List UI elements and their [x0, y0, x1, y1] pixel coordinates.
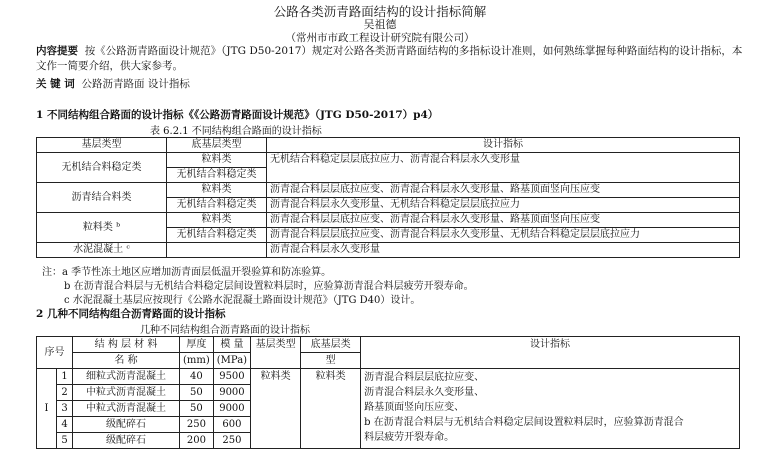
header-base: 基层类型	[37, 138, 167, 153]
row-modulus: 9500	[213, 369, 250, 385]
row-name: 细粒式沥青混凝土	[73, 369, 180, 385]
base-type: 粒料类	[251, 369, 301, 449]
header-subbase-2: 型	[301, 353, 361, 369]
base-cell: 沥青结合料类	[37, 183, 167, 213]
row-no: 5	[57, 433, 73, 449]
subbase-cell	[167, 243, 267, 258]
table-design-indexes	[36, 137, 740, 258]
header-modulus-unit: (MPa)	[213, 353, 250, 369]
table-row	[37, 213, 740, 228]
row-name: 级配碎石	[73, 433, 180, 449]
table-header-row	[37, 138, 740, 153]
index-cell: 沥青混合料层永久变形量	[267, 243, 740, 258]
table-1-caption: 表 6.2.1 不同结构组合路面的设计指标	[150, 126, 322, 137]
index-cell: 沥青混合料层层底拉应变、沥青混合料层永久变形量、无机结合料稳定层层底拉应力	[267, 228, 740, 243]
row-modulus: 250	[213, 433, 250, 449]
section-1-title: 1 不同结构组合路面的设计指标《《公路沥青路面设计规范》（JTG D50-2017）p4）	[36, 109, 439, 121]
index-cell: 沥青混合料层层底拉应变、沥青混合料层永久变形量、路基顶面竖向压应变	[267, 213, 740, 228]
paper-title: 公路各类沥青路面结构的设计指标简解	[273, 4, 487, 19]
table-row	[37, 369, 740, 385]
section-1-heading	[36, 107, 438, 122]
table-2-caption: 几种不同结构组合沥青路面的设计指标	[140, 325, 310, 336]
header-material: 结 构 层 材 料	[73, 337, 180, 353]
row-thickness: 200	[180, 433, 214, 449]
group-label: Ⅰ	[37, 369, 57, 449]
keywords-label: 关 键 词	[36, 78, 75, 90]
section-2-title: 2 几种不同结构组合沥青路面的设计指标	[36, 308, 226, 320]
section-2-heading	[36, 306, 225, 321]
table-row	[37, 153, 740, 168]
row-name: 中粒式沥青混凝土	[73, 385, 180, 401]
index-line: 沥青混合料层层底拉应变、	[364, 372, 485, 383]
author: 吴祖德	[363, 18, 397, 31]
abstract-label: 内容提要	[36, 45, 78, 57]
row-thickness: 40	[180, 369, 214, 385]
index-cell: 沥青混合料层永久变形量、无机结合料稳定层层底拉应力	[267, 198, 740, 213]
row-thickness: 250	[180, 417, 214, 433]
keywords	[36, 76, 190, 91]
index-line: 料层疲劳开裂寿命。	[364, 432, 455, 443]
subbase-cell: 粒料类	[167, 213, 267, 228]
header-subbase: 底基层类	[301, 337, 361, 353]
table-row	[37, 243, 740, 258]
row-modulus: 600	[213, 417, 250, 433]
index-line: b 在沥青混合料层与无机结合料稳定层间设置粒料层时，应验算沥青混合	[364, 417, 684, 428]
subbase-cell: 无机结合料稳定类	[167, 198, 267, 213]
header-modulus: 模 量	[213, 337, 250, 353]
index-cell: 沥青混合料层层底拉应变、沥青混合料层永久变形量、路基顶面竖向压应变	[267, 183, 740, 198]
base-cell: 粒料类 ᵇ	[37, 213, 167, 243]
subbase-cell: 无机结合料稳定类	[167, 228, 267, 243]
index-cell: 无机结合料稳定层层底拉应力、沥青混合料层永久变形量	[267, 153, 740, 183]
subbase-cell: 无机结合料稳定类	[167, 168, 267, 183]
index-line: 沥青混合料层永久变形量、	[364, 387, 485, 398]
header-thickness-unit: (mm)	[180, 353, 214, 369]
note-a: 注：a 季节性冻土地区应增加沥青面层低温开裂验算和防冻验算。	[42, 267, 332, 278]
abstract-text: 按《公路沥青路面设计规范》（JTG D50-2017）规定对公路各类沥青路面结构的多指标设计准则，如何熟练掌握每种路面结构的设计指标，本文作一简要介绍，供大家参考。	[36, 45, 743, 72]
base-cell: 无机结合料稳定类	[37, 153, 167, 183]
row-thickness: 50	[180, 385, 214, 401]
header-thickness: 厚度	[180, 337, 214, 353]
header-subbase: 底基层类型	[167, 138, 267, 153]
table-header-row	[37, 337, 740, 353]
row-modulus: 9000	[213, 385, 250, 401]
abstract	[36, 44, 748, 74]
header-index: 设计指标	[361, 337, 740, 369]
row-name: 级配碎石	[73, 417, 180, 433]
header-material-2: 名 称	[73, 353, 180, 369]
row-no: 2	[57, 385, 73, 401]
affiliation: （常州市市政工程设计研究院有限公司）	[285, 32, 475, 44]
table-row	[37, 183, 740, 198]
row-no: 1	[57, 369, 73, 385]
subbase-cell: 粒料类	[167, 153, 267, 168]
row-name: 中粒式沥青混凝土	[73, 401, 180, 417]
subbase-type: 粒料类	[301, 369, 361, 449]
row-no: 3	[57, 401, 73, 417]
header-index: 设计指标	[267, 138, 740, 153]
index-line: 路基顶面竖向压应变、	[364, 402, 465, 413]
note-c: c 水泥混凝土基层应按现行《公路水泥混凝土路面设计规范》（JTG D40）设计。	[64, 295, 421, 306]
keywords-text: 公路沥青路面 设计指标	[81, 78, 190, 90]
subbase-cell: 粒料类	[167, 183, 267, 198]
row-no: 4	[57, 417, 73, 433]
row-modulus: 9000	[213, 401, 250, 417]
base-cell: 水泥混凝土 ᶜ	[37, 243, 167, 258]
index-text	[361, 369, 740, 449]
header-base: 基层类型	[251, 337, 301, 369]
header-seq: 序号	[37, 337, 73, 369]
row-thickness: 50	[180, 401, 214, 417]
table-structure-combos	[36, 336, 740, 449]
note-b: b 在沥青混合料层与无机结合料稳定层间设置粒料层时，应验算沥青混合料层疲劳开裂寿命。	[64, 281, 474, 292]
